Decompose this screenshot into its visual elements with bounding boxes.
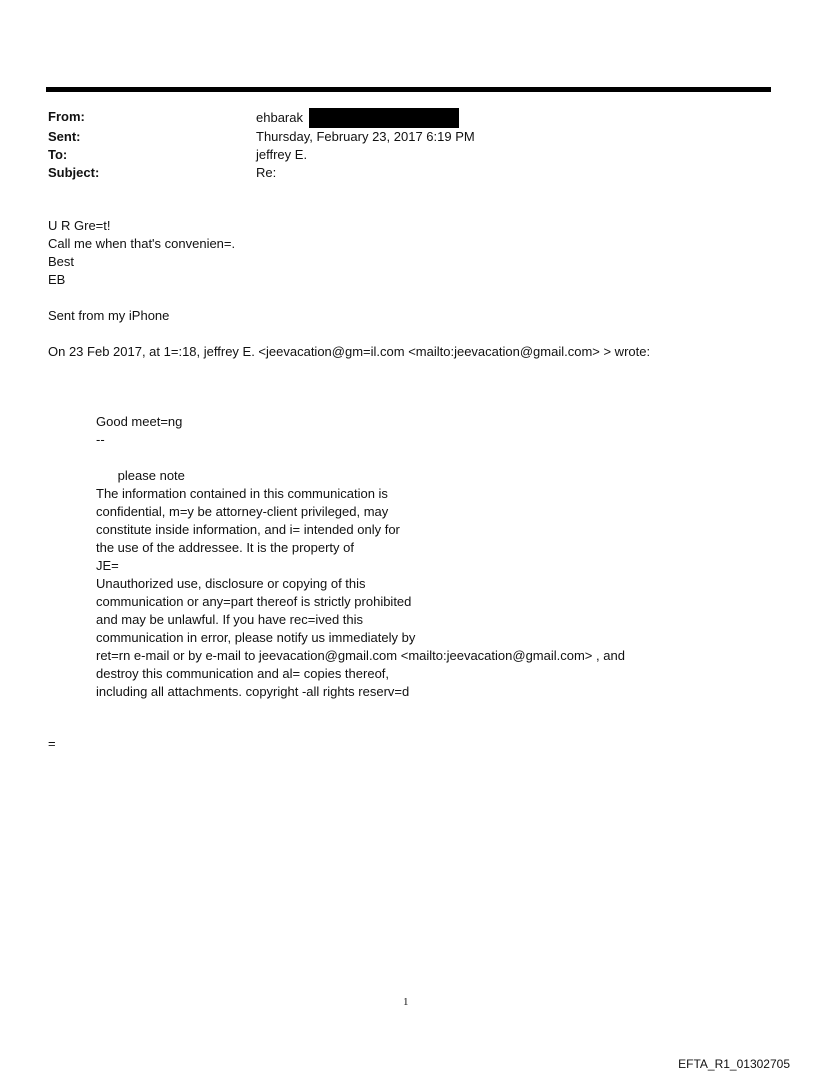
email-header [48, 108, 475, 182]
disclaimer-line: JE= [96, 558, 119, 573]
from-value-wrap [256, 108, 459, 128]
email-body [48, 217, 768, 361]
body-line: U R Gre=t! [48, 218, 111, 233]
disclaimer-line: communication or any=part thereof is strictly prohibited [96, 594, 412, 609]
disclaimer-line: destroy this communication and al= copies thereof, [96, 666, 390, 681]
disclaimer-line: constitute inside information, and i= intended only for [96, 522, 400, 537]
to-label: To: [48, 147, 68, 162]
redaction-box [309, 108, 459, 128]
from-value: ehbarak [256, 110, 303, 125]
body-line: Best [48, 254, 75, 269]
page-number: 1 [403, 996, 409, 1008]
to-value: jeffrey E. [256, 147, 308, 162]
to-row [48, 146, 475, 164]
disclaimer-line: the use of the addressee. It is the property of [96, 540, 354, 555]
subject-row [48, 164, 475, 182]
header-rule [46, 87, 771, 92]
subject-value: Re: [256, 165, 277, 180]
quoted-separator: -- [96, 432, 105, 447]
quoted-greeting: Good meet=ng [96, 414, 183, 429]
disclaimer-line: Unauthorized use, disclosure or copying of this [96, 576, 366, 591]
subject-label: Subject: [48, 165, 100, 180]
sent-label: Sent: [48, 129, 81, 144]
from-row [48, 108, 475, 128]
disclaimer-line: ret=rn e-mail or by e-mail to jeevacation@gmail.com <mailto:jeevacation@gmail.com> , and [96, 648, 625, 663]
disclaimer-line: The information contained in this communication is [96, 486, 388, 501]
disclaimer-line: and may be unlawful. If you have rec=ived this [96, 612, 364, 627]
trailer-text: = [48, 736, 56, 751]
body-line: Call me when that's convenien=. [48, 236, 236, 251]
quoted-note: please note [96, 468, 185, 483]
sent-row [48, 128, 475, 146]
disclaimer-line: including all attachments. copyright -all rights reserv=d [96, 684, 410, 699]
quoted-message [96, 413, 625, 701]
disclaimer-line: communication in error, please notify us immediately by [96, 630, 416, 645]
body-line: EB [48, 272, 66, 287]
from-label: From: [48, 109, 85, 124]
sent-value: Thursday, February 23, 2017 6:19 PM [256, 129, 475, 144]
document-id: EFTA_R1_01302705 [678, 1057, 790, 1071]
reply-header: On 23 Feb 2017, at 1=:18, jeffrey E. <jeevacation@gm=il.com <mailto:jeevacation@gmail.com> > wrote: [48, 344, 651, 359]
disclaimer-line: confidential, m=y be attorney-client privileged, may [96, 504, 389, 519]
signature-line: Sent from my iPhone [48, 308, 170, 323]
